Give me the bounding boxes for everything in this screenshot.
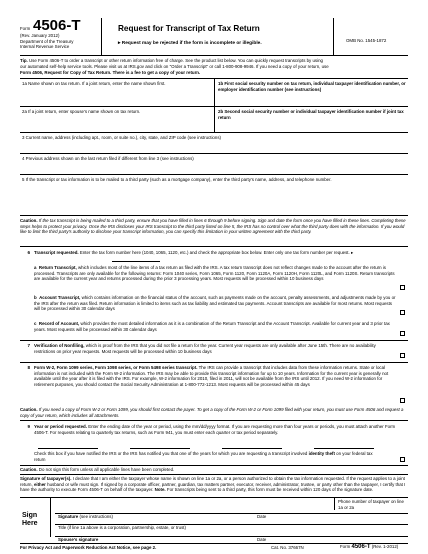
form-subtitle: ▸ Request may be rejected if the form is incomplete or illegible. [118,41,262,46]
field-3-label: 3 Current name, address (including apt., room, or suite no.), city, state, and ZIP code (see instructions) [22,135,221,140]
spouse-ssn-input[interactable] [218,118,406,129]
form-prefix: Form [20,26,31,31]
sign-here-label: Sign Here [22,512,38,527]
spouse-date-label: Date [257,537,267,542]
name-input[interactable] [22,93,212,104]
line-9-text: Year or period requested. Enter the ending date of the year or period, using the mm/dd/yyyy format. If you are requesting more than four years or periods, you must attach another Form 4506-T. For requests relating to quarterly tax returns, such as Form 941, you must enter each quarter or tax period separately. [34,424,396,435]
header-divider-right [333,18,334,55]
spouse-signature-line[interactable] [55,536,408,537]
return-transcript-checkbox[interactable] [400,285,405,290]
year-input-3[interactable] [222,448,282,449]
line-6-text: Transcript requested. Enter the tax form number here (1040, 1065, 1120, etc.) and check the appropriate box below. Enter only one tax form number per request. ▸ [34,250,354,255]
signature-declaration: Signature of taxpayer(s). I declare that I am either the taxpayer whose name is shown on line 1a or 2a, or a person authorized to obtain the tax information requested. If the request applies to a joint return, either husband or wife must sign. If signed by a corporate officer, partner, guardian, tax matters partner, executor, receiver, administrator, trustee, or party other than the taxpayer, I certify that I have the authority to execute Form 4506-T on behalf of the taxpayer. Note. For transcripts being sent to a third party, this form must be received within 120 days of the signature date. [20,476,406,493]
tax-form-number-input[interactable] [112,261,160,262]
identity-theft-checkbox[interactable] [400,457,405,462]
address-input[interactable] [22,142,406,152]
identity-theft-text: Check this box if you have notified the IRS or the IRS has notified you that one of the years for which you are requesting a transcript involved identity theft on your federal tax return [34,451,373,462]
phone-label: Phone number of taxpayer on line 1a or 2a [338,499,404,510]
spouse-name-input[interactable] [22,118,212,129]
field-2a-label: 2a If a joint return, enter spouse's name shown on tax return. [22,109,141,114]
header-divider-left [101,18,102,55]
record-of-account-checkbox[interactable] [400,331,405,336]
previous-address-input[interactable] [22,163,406,173]
caution-w2: Caution. If you need a copy of Form W-2 or Form 1099, you should first contact the payer. To get a copy of the Form W-2 or Form 1099 filed with your return, you must use Form 4506 and request a copy of your return, which includes all attachments. [20,407,404,418]
line-8-text: Form W-2, Form 1099 series, Form 1098 series, or Form 5498 series transcript. The IRS can provide a transcript that includes data from these information returns. State or local information is not included with the Form W-2 information. The IRS may be able to provide this transcript information for up to 10 years. Information for the current year is generally not available until the year after it is filed with the IRS. For example, W-2 information for 2010, filed in 2011, will not be available from the IRS until 2012. If you need W-2 information for retirement purposes, you should contact the Social Security Administration at 1-800-772-1213. Most requests will be processed within 45 days [34,365,389,387]
line-9-number: 9 [27,424,30,429]
option-6b-text: b Account Transcript, which contains information on the financial status of the account, such as payments made on the account, penalty assessments, and adjustments made by you or the IRS after the return was filed. Return information is limited to items such as tax liability and estimated tax payments. Account transcripts are available for most returns. Most requests will be processed within 30 calendar days [34,295,396,312]
title-label: Title (if line 1a above is a corporation, partnership, estate, or trust) [58,525,186,530]
caution-sign: Caution. Do not sign this form unless all applicable lines have been completed. [20,467,175,472]
third-party-input[interactable] [22,189,406,201]
line-7-number: 7 [27,343,30,348]
line-6-number: 6 [27,250,30,255]
ssn-input[interactable] [218,93,406,104]
tip-text-2: our automated self-help service tools. Please visit us at IRS.gov and click on "Order a Transcript" or call 1-800-908-9946. If you need a copy of your return, use [20,64,329,69]
catalog-number: Cat. No. 37667N [271,545,304,550]
nonfiling-checkbox[interactable] [400,353,405,358]
option-6a-text: a Return Transcript, which includes most of the line items of a tax return as filed with the IRS. A tax return transcript does not reflect changes made to the account after the return is processed. Transcripts are only available for the following returns: Form 1040 series, Form 1065, Form 1120, Form 1120A, Form 1120H, Form 1120L, and Form 1120S. Return transcripts are available for the current year and returns processed during the prior 3 processing years. Most requests will be processed within 10 business days [34,265,395,282]
year-inputs [34,441,406,450]
privacy-notice: For Privacy Act and Paperwork Reduction Act Notice, see page 2. [20,545,157,550]
field-1a-label: 1a Name shown on tax return. If a joint return, enter the name shown first. [22,81,166,86]
signature-label: Signature (see instructions) [58,514,113,519]
date-label: Date [257,514,267,519]
account-transcript-checkbox[interactable] [400,310,405,315]
spouse-signature-label: Spouse's signature [58,537,99,542]
year-input-1[interactable] [38,448,98,449]
line-8-number: 8 [27,365,30,370]
revision-date: (Rev. January 2012) [20,33,60,38]
caution-third-party: Caution. If the tax transcript is being mailed to a third party, ensure that you have filled in lines 6 through 9 before signing. Sign and date the form once you have filled in these lines. Completing these steps helps to protect your privacy. Once the IRS discloses your IRS transcript to the third party listed on line 5, the IRS has no control over what the third party does with the information. If you would like to limit the third party's authority to disclose your transcript information, you can specify this limitation in your written agreement with the third party. [20,218,406,235]
w2-transcript-checkbox[interactable] [400,398,405,403]
option-6c-text: c Record of Account, which provides the most detailed information as it is a combination of the Return Transcript and the Account Transcript. Available for current year and 3 prior tax years. Most requests will be processed within 30 calendar days [34,321,390,332]
tip-text-1: Tip. Use Form 4506-T to order a transcript or other return information free of charge. See the product list below. You can quickly request transcripts by using [20,58,323,63]
irs-name: Internal Revenue Service [20,44,70,49]
omb-number: OMB No. 1545-1872 [346,38,387,43]
tip-text-3: Form 4506, Request for Copy of Tax Return. There is a fee to get a copy of your return. [20,70,201,75]
form-number: 4506-T [33,17,81,34]
field-2b-label: 2b Second social security number or individual taxpayer identification number if joint tax return [218,109,404,120]
field-1b-label: 1b First social security number on tax return, individual taxpayer identification number, or employer identification number (see instructions) [218,81,406,92]
department: Department of the Treasury [20,39,74,44]
field-4-label: 4 Previous address shown on the last return filed if different from line 3 (see instructions) [22,156,194,161]
field-5-label: 5 If the transcript or tax information is to be mailed to a third party (such as a mortgage company), enter the third party's name, address, and telephone number. [22,177,332,182]
line-7-text: Verification of Nonfiling, which is proof from the IRS that you did not file a return for the year. Current year requests are only available after June 15th. There are no availability restrictions on prior year requests. Most requests will be processed within 10 business days [34,343,376,354]
year-input-4[interactable] [314,448,374,449]
year-input-2[interactable] [130,448,190,449]
footer-form-id: Form 4506-T (Rev. 1-2012) [340,544,399,550]
form-title: Request for Transcript of Tax Return [118,24,260,33]
